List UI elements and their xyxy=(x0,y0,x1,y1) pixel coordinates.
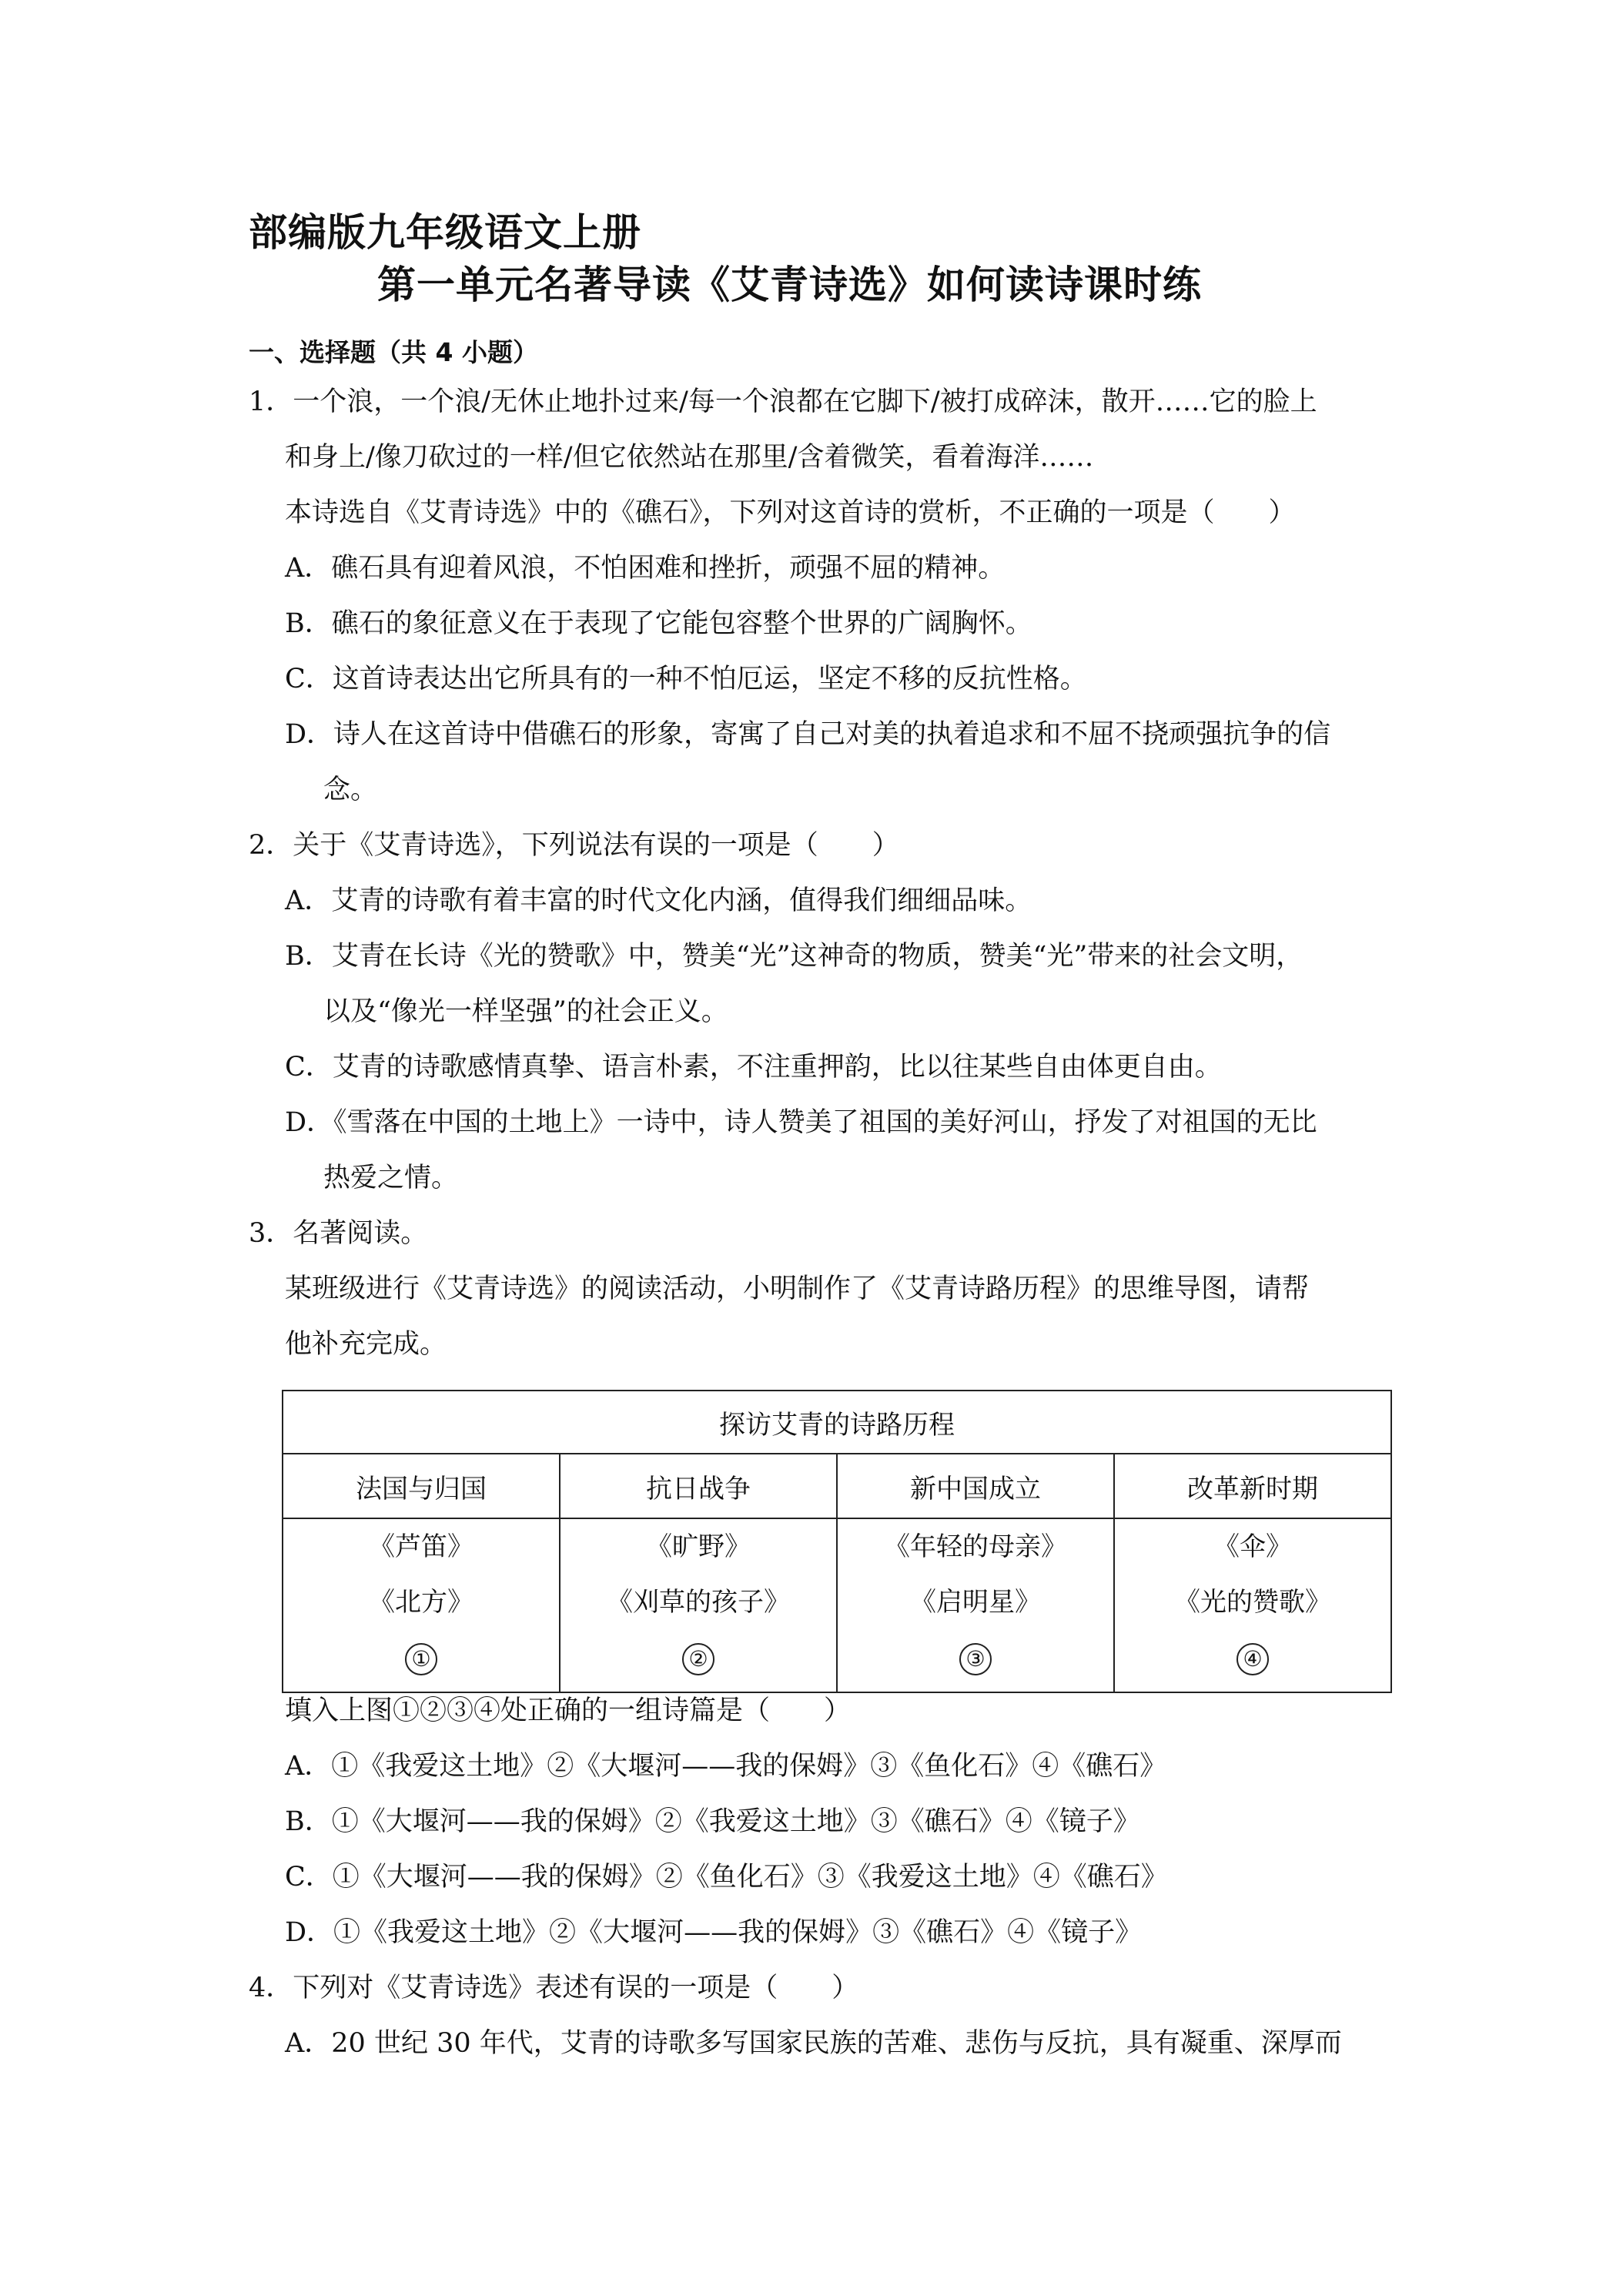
poem-title: 《芦笛》 xyxy=(369,1531,474,1562)
q2-option-a: A．艾青的诗歌有着丰富的时代文化内涵，值得我们细细品味。 xyxy=(285,885,1032,916)
q1-stem: 本诗选自《艾青诗选》中的《礁石》，下列对这首诗的赏析，不正确的一项是（ ） xyxy=(285,497,1296,528)
blank-marker-3: ③ xyxy=(959,1643,992,1675)
doc-title-line2: 第一单元名著导读《艾青诗选》如何读诗课时练 xyxy=(377,263,1202,307)
table-header-period-3: 新中国成立 xyxy=(837,1454,1114,1518)
poem-title: 《年轻的母亲》 xyxy=(884,1531,1067,1562)
poem-title: 《伞》 xyxy=(1213,1531,1292,1562)
poem-title: 《北方》 xyxy=(369,1587,474,1618)
q2-stem: 2．关于《艾青诗选》，下列说法有误的一项是（ ） xyxy=(249,830,899,861)
q1-option-d: D．诗人在这首诗中借礁石的形象，寄寓了自己对美的执着追求和不屈不挠顽强抗争的信 xyxy=(285,719,1331,750)
q1-line1: 1．一个浪，一个浪/无休止地扑过来/每一个浪都在它脚下/被打成碎沫，散开……它的脸上 xyxy=(249,387,1317,417)
table-header-period-2: 抗日战争 xyxy=(560,1454,837,1518)
q1-option-b: B．礁石的象征意义在于表现了它能包容整个世界的广阔胸怀。 xyxy=(285,608,1032,639)
poem-title: 《光的赞歌》 xyxy=(1174,1587,1331,1618)
q3-option-c: C．①《大堰河——我的保姆》②《鱼化石》③《我爱这土地》④《礁石》 xyxy=(285,1862,1168,1893)
q4-option-a: A．20 世纪 30 年代，艾青的诗歌多写国家民族的苦难、悲伤与反抗，具有凝重、深厚而 xyxy=(285,2028,1342,2059)
q2-option-b: B．艾青在长诗《光的赞歌》中，赞美“光”这神奇的物质，赞美“光”带来的社会文明， xyxy=(285,941,1303,972)
q4-stem: 4．下列对《艾青诗选》表述有误的一项是（ ） xyxy=(249,1973,859,2003)
q2-option-d: D．《雪落在中国的土地上》一诗中，诗人赞美了祖国的美好河山，抒发了对祖国的无比 xyxy=(285,1107,1317,1138)
q3-intro-line1: 某班级进行《艾青诗选》的阅读活动，小明制作了《艾青诗路历程》的思维导图，请帮 xyxy=(285,1274,1310,1304)
q2-option-b-cont: 以及“像光一样坚强”的社会正义。 xyxy=(323,996,728,1027)
q2-option-c: C．艾青的诗歌感情真挚、语言朴素，不注重押韵，比以往某些自由体更自由。 xyxy=(285,1052,1222,1083)
q1-option-c: C．这首诗表达出它所具有的一种不怕厄运，坚定不移的反抗性格。 xyxy=(285,664,1087,694)
blank-marker-2: ② xyxy=(682,1643,714,1675)
q2-option-d-cont: 热爱之情。 xyxy=(323,1163,459,1193)
q1-option-a: A．礁石具有迎着风浪，不怕困难和挫折，顽强不屈的精神。 xyxy=(285,553,1006,584)
q3-option-a: A．①《我爱这土地》②《大堰河——我的保姆》③《鱼化石》④《礁石》 xyxy=(285,1751,1167,1782)
q3-intro-line2: 他补充完成。 xyxy=(285,1329,447,1360)
section-heading: 一、选择题（共 4 小题） xyxy=(249,337,538,367)
table-header-period-1: 法国与归国 xyxy=(283,1454,560,1518)
table-cell-col3 xyxy=(837,1518,1114,1692)
blank-marker-1: ① xyxy=(405,1643,437,1675)
q3-fill-stem: 填入上图①②③④处正确的一组诗篇是（ ） xyxy=(285,1695,852,1726)
mind-map-table xyxy=(282,1390,1392,1693)
table-cell-col1 xyxy=(283,1518,560,1692)
poem-title: 《刈草的孩子》 xyxy=(607,1587,790,1618)
q3-stem: 3．名著阅读。 xyxy=(249,1218,428,1249)
table-title: 探访艾青的诗路历程 xyxy=(283,1391,1391,1454)
poem-title: 《旷野》 xyxy=(646,1531,751,1562)
q3-option-d: D．①《我爱这土地》②《大堰河——我的保姆》③《礁石》④《镜子》 xyxy=(285,1917,1143,1948)
table-cell-col4 xyxy=(1114,1518,1391,1692)
blank-marker-4: ④ xyxy=(1236,1643,1269,1675)
table-cell-col2 xyxy=(560,1518,837,1692)
table-header-period-4: 改革新时期 xyxy=(1114,1454,1391,1518)
q1-line2: 和身上/像刀砍过的一样/但它依然站在那里/含着微笑，看着海洋…… xyxy=(285,442,1094,473)
doc-title-line1: 部编版九年级语文上册 xyxy=(249,210,641,255)
q1-option-d-cont: 念。 xyxy=(323,775,378,805)
q3-option-b: B．①《大堰河——我的保姆》②《我爱这土地》③《礁石》④《镜子》 xyxy=(285,1806,1140,1837)
poem-title: 《启明星》 xyxy=(910,1587,1041,1618)
